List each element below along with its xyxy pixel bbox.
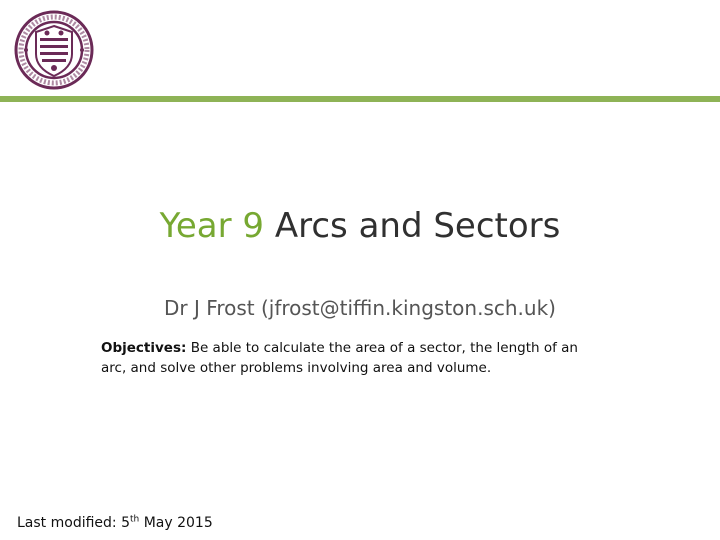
- last-modified: [17, 512, 317, 534]
- author-line: Dr J Frost (jfrost@tiffin.kingston.sch.uk): [164, 296, 556, 320]
- header-divider: [0, 96, 720, 102]
- title-text: Arcs and Sectors: [274, 206, 561, 246]
- last-modified-month-year: May 2015: [143, 515, 213, 531]
- objectives-label: Objectives:: [101, 340, 187, 356]
- slide-title: [0, 204, 720, 248]
- last-modified-day: 5: [121, 515, 131, 531]
- last-modified-label: Last modified:: [17, 515, 117, 531]
- objectives-text: Be able to calculate the area of a sector, the length of an arc, and solve other problems involving area and volume.: [101, 340, 578, 376]
- title-accent: Year 9: [159, 206, 265, 246]
- last-modified-suffix: th: [130, 514, 140, 525]
- objectives-block: [101, 338, 601, 378]
- school-crest-logo: [14, 10, 94, 90]
